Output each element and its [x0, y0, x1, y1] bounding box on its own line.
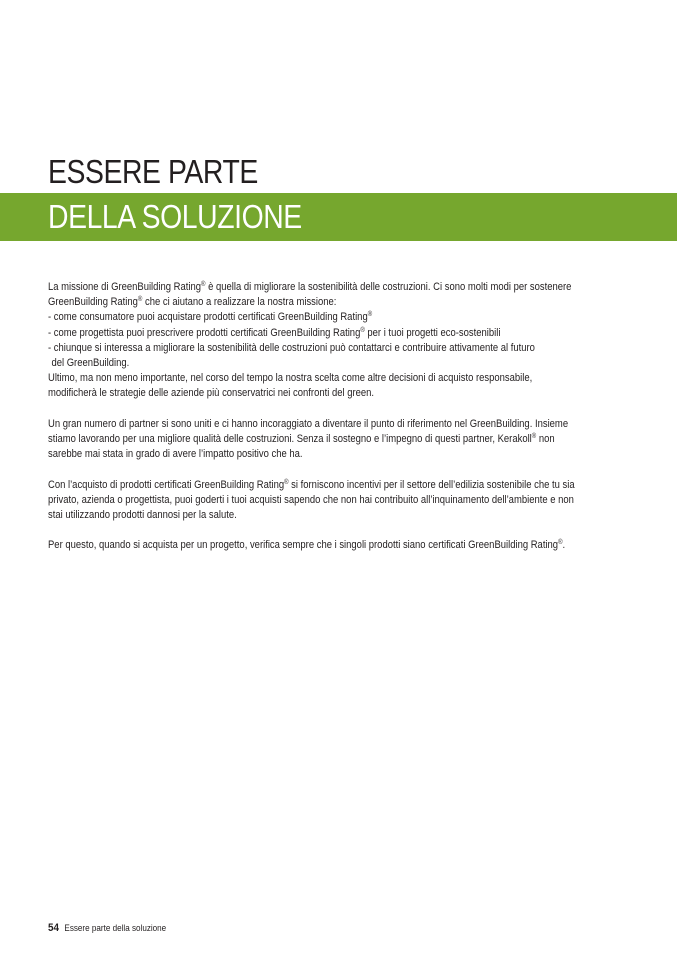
- text-span: Con l’acquisto di prodotti certificati GreenBuilding Rating: [48, 478, 285, 491]
- paragraph: [48, 417, 633, 432]
- text-span: è quella di migliorare la sostenibilità delle costruzioni. Ci sono molti modi per sostenere: [205, 281, 572, 293]
- text-span: per i tuoi progetti eco-sostenibili: [364, 326, 501, 339]
- registered-mark: ®: [558, 539, 563, 547]
- footer-section-title: Essere parte della soluzione: [64, 923, 167, 933]
- text-span: - come progettista puoi prescrivere prodotti certificati GreenBuilding Rating: [48, 326, 361, 339]
- registered-mark: ®: [531, 433, 537, 441]
- paragraph: [48, 478, 633, 493]
- text-span: - come consumatore puoi acquistare prodotti certificati GreenBuilding Rating: [48, 311, 368, 324]
- paragraph: [48, 280, 633, 295]
- text-span: non: [536, 433, 555, 446]
- paragraph: [48, 447, 633, 462]
- page-title-line1: ESSERE PARTE: [48, 153, 258, 190]
- text-span: modificherà le strategie delle aziende più conservatrici nei confronti del green.: [48, 387, 375, 400]
- page-number: 54: [48, 922, 60, 934]
- page-title-line2: DELLA SOLUZIONE: [48, 198, 302, 235]
- paragraph: [48, 493, 633, 508]
- body-text: [48, 280, 633, 554]
- text-span: GreenBuilding Rating: [48, 296, 138, 309]
- text-span: si forniscono incentivi per il settore dell’edilizia sostenibile che tu sia: [288, 478, 575, 491]
- list-item: [48, 326, 633, 341]
- registered-mark: ®: [201, 281, 206, 288]
- text-span: stiamo lavorando per una migliore qualità delle costruzioni. Senza il sostegno e l’impegno di questi partner, Kerakoll: [48, 433, 532, 446]
- paragraph: [48, 432, 633, 447]
- paragraph: [48, 295, 633, 310]
- page-footer: [48, 921, 166, 935]
- registered-mark: ®: [360, 326, 365, 334]
- paragraph: [48, 538, 633, 553]
- text-span: stai utilizzando prodotti dannosi per la salute.: [48, 509, 237, 522]
- registered-mark: ®: [367, 311, 373, 319]
- list-item: [48, 310, 633, 325]
- title-band: [0, 193, 677, 241]
- text-span: - chiunque si interessa a migliorare la sostenibilità delle costruzioni può contattarci e contribuire attivamente al futuro: [48, 341, 535, 354]
- registered-mark: ®: [137, 296, 143, 304]
- text-span: Ultimo, ma non meno importante, nel corso del tempo la nostra scelta come altre decisioni di acquisto responsabile,: [48, 372, 533, 385]
- list-item: [48, 341, 633, 356]
- text-span: La missione di GreenBuilding Rating: [48, 281, 202, 293]
- registered-mark: ®: [284, 478, 289, 486]
- paragraph: [48, 386, 633, 401]
- text-span: Per questo, quando si acquista per un progetto, verifica sempre che i singoli prodotti siano certificati GreenBuilding Rating: [48, 539, 559, 552]
- paragraph: [48, 508, 633, 523]
- list-item-continuation: [48, 356, 633, 371]
- paragraph: [48, 371, 633, 386]
- text-span: del GreenBuilding.: [51, 357, 130, 370]
- text-span: privato, azienda o progettista, puoi goderti i tuoi acquisti sapendo che non hai contribuito all’inquinamento dell’ambiente e non: [48, 493, 574, 506]
- text-span: che ci aiutano a realizzare la nostra missione:: [142, 296, 337, 309]
- text-span: .: [562, 539, 566, 552]
- text-span: Un gran numero di partner si sono uniti e ci hanno incoraggiato a diventare il punto di riferimento nel GreenBuilding. Insieme: [48, 417, 569, 430]
- text-span: sarebbe mai stata in grado di avere l’impatto positivo che ha.: [48, 448, 303, 461]
